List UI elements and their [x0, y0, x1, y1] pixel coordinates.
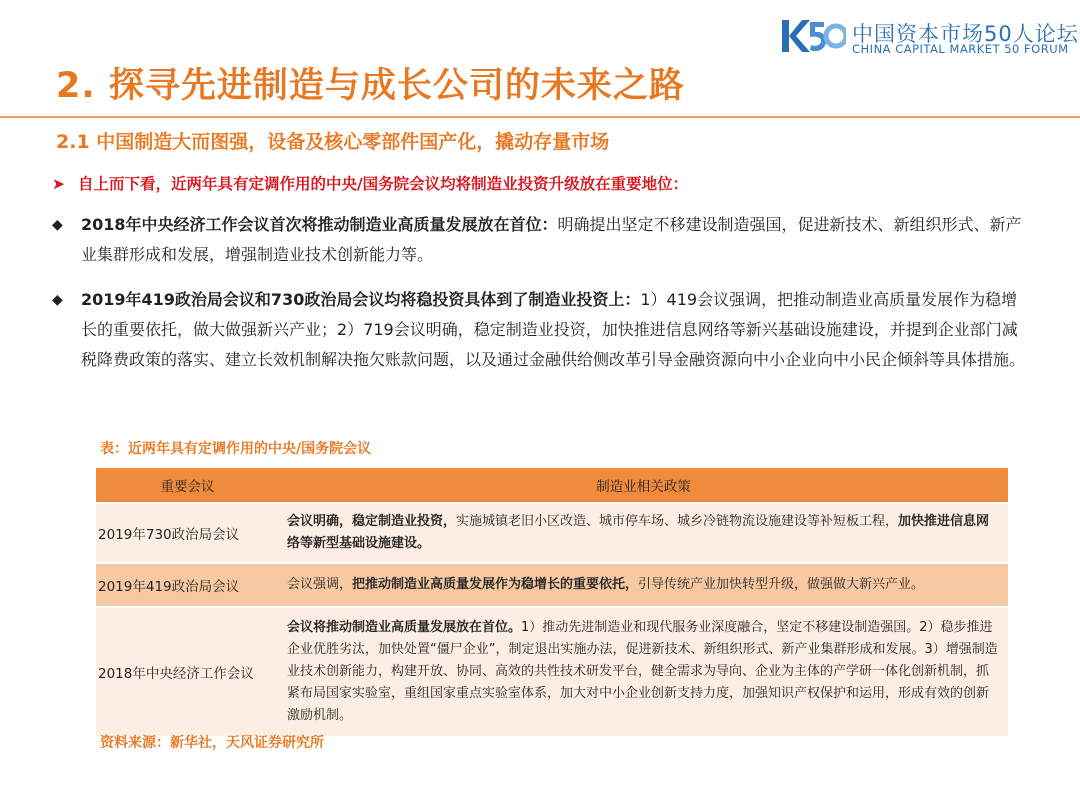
policy-lead: 会议明确，稳定制造业投资，: [287, 514, 457, 529]
policy-cell: [279, 607, 1008, 737]
meeting-cell: 2019年730政治局会议: [96, 503, 279, 563]
meeting-cell: 2018年中央经济工作会议: [96, 607, 279, 737]
arrow-right-icon: ➤: [52, 175, 65, 193]
table-row: [96, 503, 1008, 563]
table-caption: 表：近两年具有定调作用的中央/国务院会议: [100, 441, 372, 457]
k50-logo-mark-icon: [780, 16, 846, 56]
logo-name-en: CHINA CAPITAL MARKET 50 FORUM: [852, 42, 1069, 56]
policy-cell: [279, 563, 1008, 607]
meeting-cell: 2019年419政治局会议: [96, 563, 279, 607]
policy-lead: 把推动制造业高质量发展作为稳增长的重要依托，: [352, 577, 639, 592]
header-policy: 制造业相关政策: [279, 468, 1008, 503]
table-header-row: [96, 468, 1008, 503]
policy-table: [96, 468, 1008, 738]
policy-rest: 实施城镇老旧小区改造、城市停车场、城乡冷链物流设施建设等补短板工程，: [456, 514, 899, 529]
policy-rest: 1）推动先进制造业和现代服务业深度融合，坚定不移建设制造强国。2）稳步推进企业优胜劣汰，加快处置“僵尸企业”，制定退出实施办法，促进新技术、新组织形式、新产业集群形成和发展。3）增强制造业技术创新能力，构建开放、协同、高效的共性技术研发平台，健全需求为导向、企业为主体的产学研一体化创新机制，抓紧布局国家实验室，重组国家重点实验室体系，加大对中小企业创新支持力度，加强知识产权保护和运用，形成有效的创新激励机制。: [287, 620, 998, 723]
intro-line: [52, 172, 688, 194]
bullet-lead: 2019年419政治局会议和730政治局会议均将稳投资具体到了制造业投资上：: [81, 290, 641, 309]
diamond-icon: ◆: [52, 217, 63, 233]
policy-pre: 会议强调，: [287, 577, 353, 592]
logo-name-cn: 中国资本市场50人论坛: [852, 22, 1079, 46]
bullet-item: [52, 285, 1027, 375]
policy-rest: 引导传统产业加快转型升级，做强做大新兴产业。: [638, 577, 925, 592]
bullet-lead: 2018年中央经济工作会议首次将推动制造业高质量发展放在首位：: [81, 215, 558, 234]
bullet-text: 明确提出坚定不移建设制造强国，促进新技术、新组织形式、新产业集群形成和发展，增强制造业技术创新能力等。: [81, 215, 1022, 264]
section-subtitle: 2.1 中国制造大而图强，设备及核心零部件国产化，撬动存量市场: [56, 131, 610, 153]
intro-text: 自上而下看，近两年具有定调作用的中央/国务院会议均将制造业投资升级放在重要地位：: [78, 175, 689, 193]
table-row: [96, 607, 1008, 737]
header-meeting: 重要会议: [96, 468, 279, 503]
page-title: 2. 探寻先进制造与成长公司的未来之路: [56, 66, 685, 106]
diamond-icon: ◆: [52, 292, 63, 308]
policy-tail: 加快推进信息网络等新型基础设施建设。: [287, 514, 990, 551]
forum-logo: [780, 16, 1079, 60]
table-row: [96, 563, 1008, 607]
policy-lead: 会议将推动制造业高质量发展放在首位。: [287, 620, 522, 635]
bullet-text: 1）419会议强调，把推动制造业高质量发展作为稳增长的重要依托，做大做强新兴产业；2）719会议明确，稳定制造业投资，加快推进信息网络等新兴基础设施建设，并提到企业部门减税降费政策的落实、建立长效机制解决拖欠账款问题，以及通过金融供给侧改革引导金融资源向中小企业向中小民企倾斜等具体措施。: [81, 290, 1026, 369]
source-note: 资料来源：新华社，天风证券研究所: [100, 735, 324, 751]
policy-cell: [279, 503, 1008, 563]
title-divider: [0, 116, 1080, 118]
bullet-item: [52, 210, 1027, 270]
